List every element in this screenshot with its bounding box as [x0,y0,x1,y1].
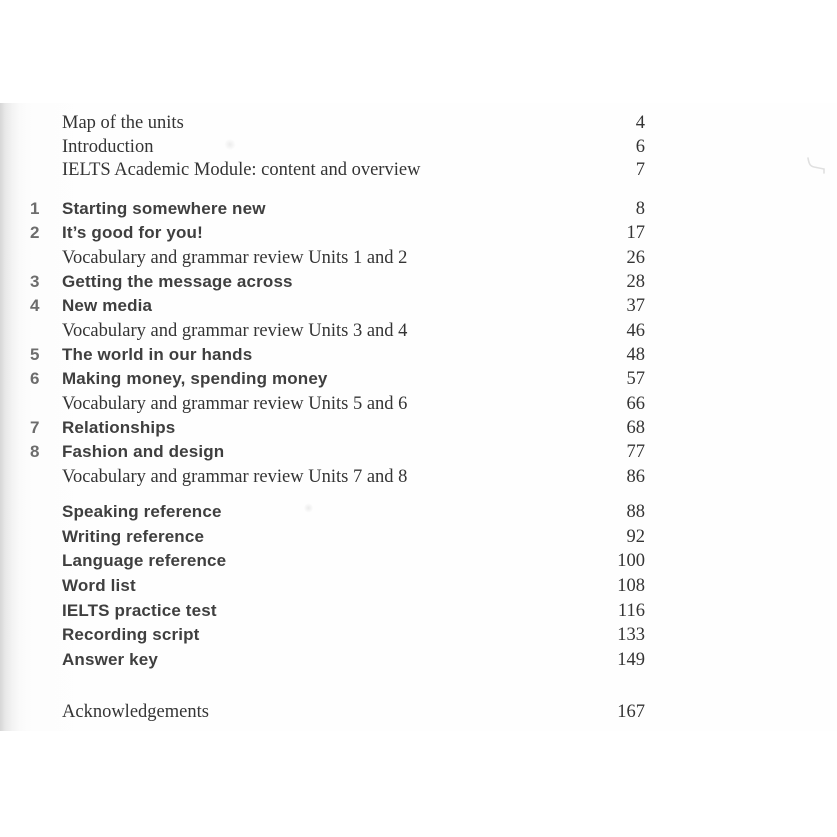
entry-title: Starting somewhere new [62,199,266,218]
entry-page-number: 86 [626,467,645,487]
toc-entry-unit-4 [0,294,837,318]
entry-title: Relationships [62,418,176,437]
entry-title: Making money, spending money [62,369,328,388]
toc-entry-unit-5 [0,343,837,367]
unit-number: 7 [30,418,40,437]
entry-title: Vocabulary and grammar review Units 7 and 8 [62,467,408,487]
entry-page-number: 149 [617,650,645,670]
entry-page-number: 167 [617,702,645,722]
entry-page-number: 92 [626,527,645,547]
entry-page-number: 28 [626,272,645,292]
toc-entry-review-units-7-8 [0,465,837,489]
entry-title: Vocabulary and grammar review Units 1 and 2 [62,248,408,268]
toc-entry-unit-1 [0,197,837,221]
toc-entry-unit-6 [0,367,837,391]
entry-title: Acknowledgements [62,702,209,722]
entry-page-number: 100 [617,551,645,571]
toc-entry-unit-8 [0,440,837,464]
toc-entry-module-overview [0,158,837,182]
entry-title: Vocabulary and grammar review Units 5 and 6 [62,394,408,414]
entry-title: It’s good for you! [62,223,203,242]
entry-title: Language reference [62,551,227,570]
entry-page-number: 7 [635,160,645,180]
toc-entry-introduction [0,135,837,159]
entry-page-number: 116 [617,601,645,621]
entry-page-number: 88 [626,502,645,522]
toc-entry-acknowledgements [0,700,837,724]
toc-entry-practice-test [0,599,837,623]
entry-title: The world in our hands [62,345,253,364]
scan-artifact-smudge [224,139,236,150]
entry-page-number: 46 [626,321,645,341]
entry-page-number: 8 [635,199,645,219]
toc-entry-recording-script [0,623,837,647]
unit-number: 5 [30,345,40,364]
unit-number: 2 [30,223,40,242]
entry-title: Word list [62,576,136,595]
toc-entry-word-list [0,574,837,598]
unit-number: 3 [30,272,40,291]
entry-page-number: 57 [626,369,645,389]
toc-entry-writing-reference [0,525,837,549]
entry-title: Map of the units [62,113,184,133]
entry-page-number: 48 [626,345,645,365]
toc-entry-unit-2 [0,221,837,245]
toc-entry-speaking-reference [0,500,837,524]
toc-entry-answer-key [0,648,837,672]
scan-artifact-dot [304,503,313,513]
entry-title: Getting the message across [62,272,293,291]
entry-title: IELTS Academic Module: content and overview [62,160,421,180]
entry-title: Writing reference [62,527,205,546]
entry-page-number: 4 [635,113,645,133]
entry-title: Speaking reference [62,502,222,521]
entry-page-number: 37 [626,296,645,316]
toc-entry-review-units-3-4 [0,319,837,343]
unit-number: 6 [30,369,40,388]
entry-title: IELTS practice test [62,601,217,620]
toc-entry-review-units-5-6 [0,392,837,416]
entry-title: Answer key [62,650,158,669]
entry-page-number: 68 [626,418,645,438]
unit-number: 8 [30,442,40,461]
unit-number: 1 [30,199,40,218]
toc-entry-unit-7 [0,416,837,440]
entry-title: New media [62,296,153,315]
entry-title: Recording script [62,625,200,644]
entry-page-number: 17 [626,223,645,243]
entry-title: Introduction [62,137,154,157]
scan-artifact-mark [800,152,834,184]
toc-entry-unit-3 [0,270,837,294]
entry-title: Fashion and design [62,442,225,461]
entry-page-number: 133 [617,625,645,645]
entry-page-number: 26 [626,248,645,268]
toc-entry-review-units-1-2 [0,246,837,270]
toc-entry-map-of-units [0,111,837,135]
entry-title: Vocabulary and grammar review Units 3 and 4 [62,321,408,341]
entry-page-number: 66 [626,394,645,414]
entry-page-number: 108 [617,576,645,596]
entry-page-number: 77 [626,442,645,462]
entry-page-number: 6 [635,137,645,157]
toc-entry-language-reference [0,549,837,573]
unit-number: 4 [30,296,40,315]
